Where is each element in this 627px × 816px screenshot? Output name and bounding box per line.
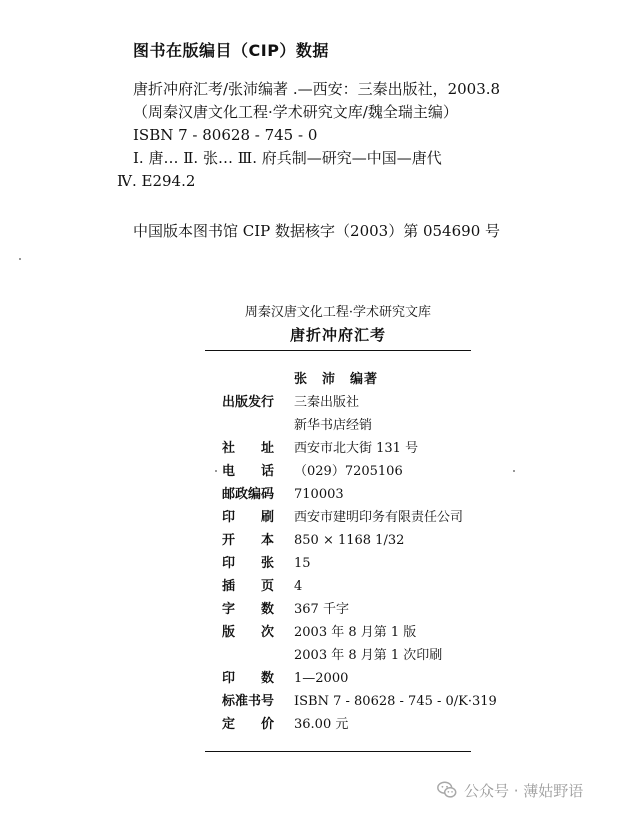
info-value: 2003 年 8 月第 1 版 — [294, 625, 417, 640]
info-label: 插 页 — [222, 579, 275, 594]
info-row — [222, 621, 522, 644]
cip-record — [117, 78, 593, 193]
info-row — [222, 529, 522, 552]
info-label: 社 址 — [222, 441, 275, 456]
bottom-rule — [205, 751, 471, 752]
info-value: 三秦出版社 — [294, 395, 360, 410]
cip-heading: 图书在版编目（CIP）数据 — [133, 41, 329, 60]
top-rule — [205, 350, 471, 351]
cip-line-classification: Ⅳ. E294.2 — [117, 172, 196, 190]
info-label: 版 次 — [222, 625, 275, 640]
info-label: 印 数 — [222, 671, 275, 686]
info-label: 定 价 — [222, 717, 275, 732]
colophon-info — [222, 368, 522, 736]
info-label: 字 数 — [222, 602, 275, 617]
info-value: 西安市北大街 131 号 — [294, 441, 419, 456]
info-row — [222, 667, 522, 690]
scan-speck — [215, 470, 217, 472]
info-value: （029）7205106 — [294, 464, 403, 479]
info-row — [222, 713, 522, 736]
info-value: 710003 — [294, 487, 344, 502]
info-label: 开 本 — [222, 533, 275, 548]
info-row — [222, 460, 522, 483]
cip-line-subjects: Ⅰ. 唐… Ⅱ. 张… Ⅲ. 府兵制—研究—中国—唐代 — [133, 149, 442, 167]
watermark — [436, 779, 583, 801]
info-value: 4 — [294, 579, 303, 594]
info-label: 标准书号 — [222, 694, 275, 709]
info-row — [222, 598, 522, 621]
author-value: 张 沛 编著 — [294, 372, 379, 387]
info-value: 西安市建明印务有限责任公司 — [294, 510, 464, 525]
author-row — [222, 368, 522, 391]
info-value: 新华书店经销 — [294, 418, 373, 433]
series-name: 周秦汉唐文化工程·学术研究文库 — [244, 305, 432, 320]
info-value: 850 × 1168 1/32 — [294, 533, 405, 548]
info-row — [222, 552, 522, 575]
info-row — [222, 483, 522, 506]
cip-line-title: 唐折冲府汇考/张沛编著 .—西安：三秦出版社，2003.8 — [133, 80, 501, 98]
info-row — [222, 414, 522, 437]
info-value: 367 千字 — [294, 602, 349, 617]
info-value: 15 — [294, 556, 311, 571]
info-value: ISBN 7 - 80628 - 745 - 0/K·319 — [294, 694, 497, 709]
scan-speck — [19, 258, 21, 260]
info-label: 印 刷 — [222, 510, 275, 525]
cip-line-isbn: ISBN 7 - 80628 - 745 - 0 — [133, 126, 318, 144]
cip-verification: 中国版本图书馆 CIP 数据核字（2003）第 054690 号 — [133, 222, 501, 240]
info-row — [222, 506, 522, 529]
info-label: 印 张 — [222, 556, 275, 571]
watermark-text: 公众号 · 薄姑野语 — [464, 781, 584, 800]
info-value: 1—2000 — [294, 671, 349, 686]
info-value: 2003 年 8 月第 1 次印刷 — [294, 648, 443, 663]
cip-line-series: （周秦汉唐文化工程·学术研究文库/魏全瑞主编） — [133, 103, 458, 121]
wechat-icon — [436, 779, 458, 801]
info-label: 邮政编码 — [222, 487, 275, 502]
info-row — [222, 391, 522, 414]
info-row — [222, 644, 522, 667]
book-title: 唐折冲府汇考 — [289, 326, 386, 344]
info-row — [222, 690, 522, 713]
info-row — [222, 575, 522, 598]
info-label: 出版发行 — [222, 395, 275, 410]
info-label: 电 话 — [222, 464, 275, 479]
info-value: 36.00 元 — [294, 717, 349, 732]
colophon-header — [205, 303, 471, 351]
info-row — [222, 437, 522, 460]
scan-speck — [513, 470, 515, 472]
